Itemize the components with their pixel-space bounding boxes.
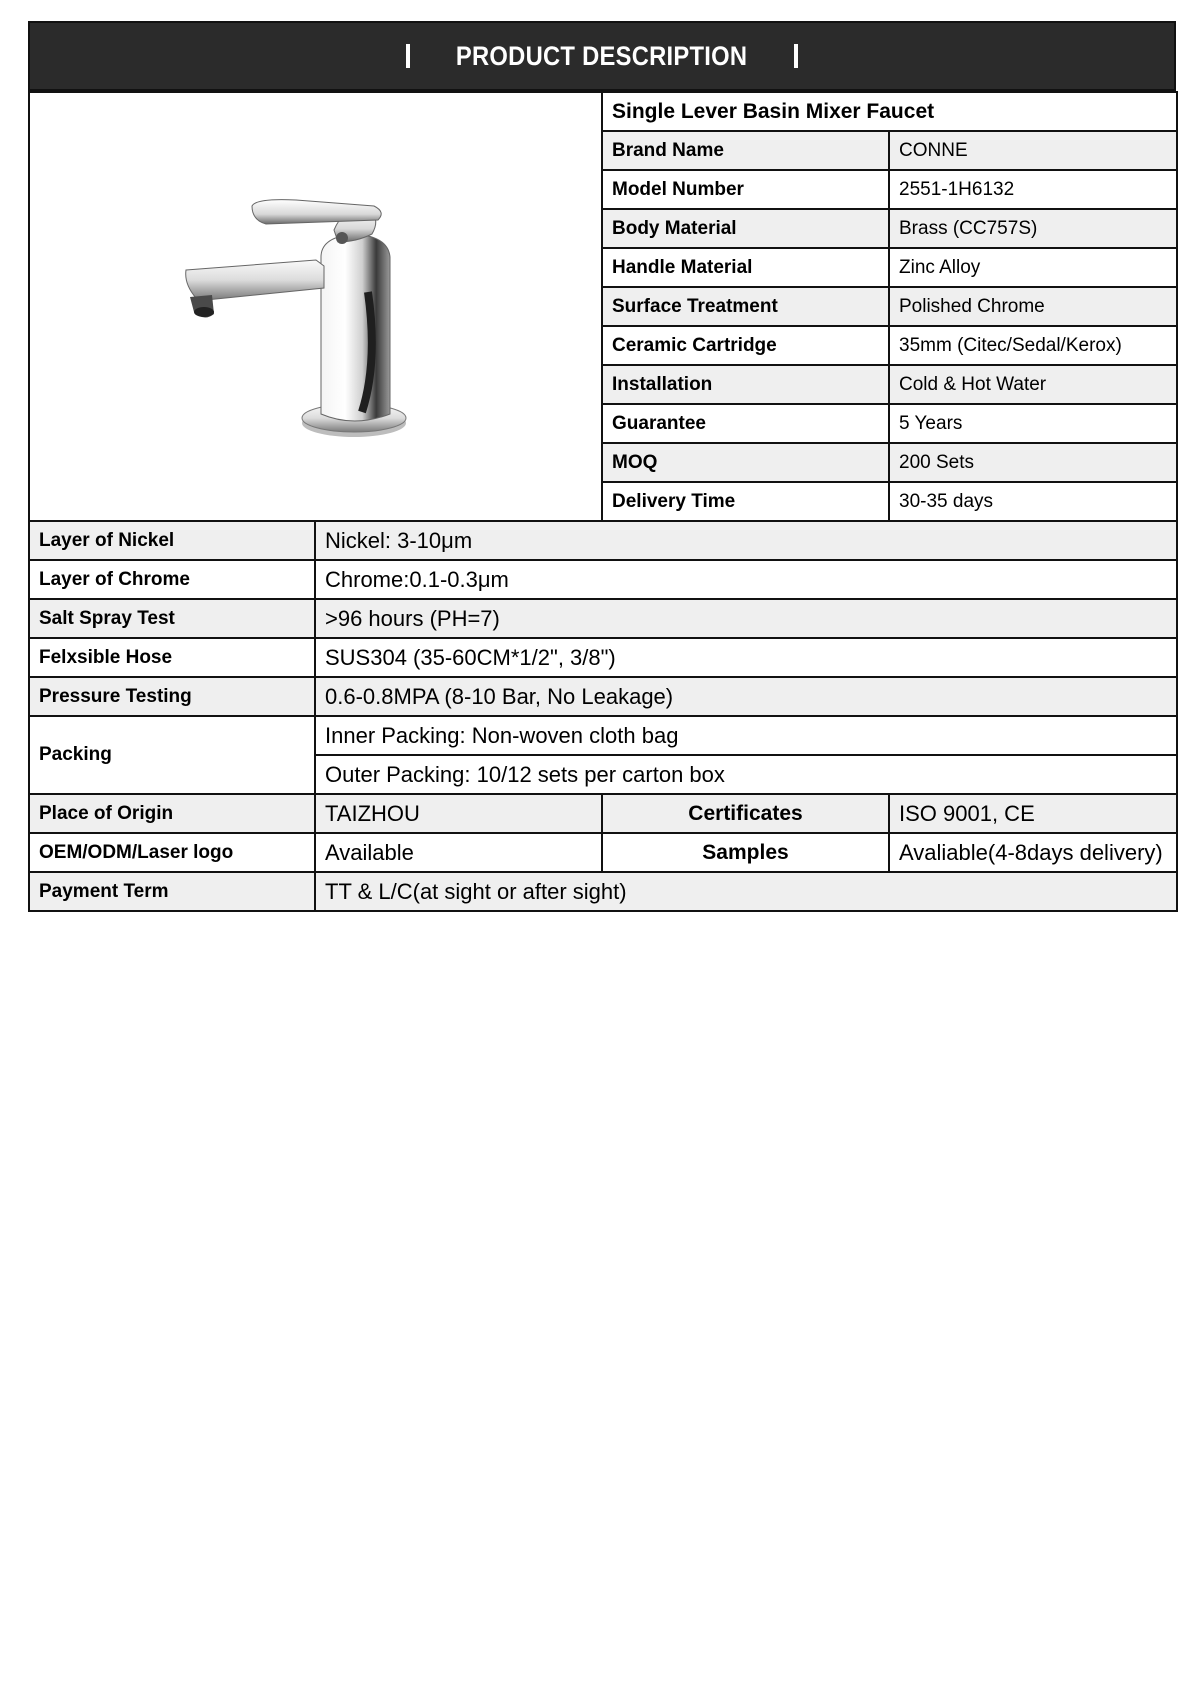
table-row [29, 560, 1177, 599]
product-image-cell [29, 92, 602, 521]
table-row [29, 677, 1177, 716]
spec-label: Delivery Time [602, 482, 889, 521]
product-sheet [28, 21, 1176, 912]
detail-label: Packing [29, 716, 315, 794]
spec-label: Guarantee [602, 404, 889, 443]
spec-label: Surface Treatment [602, 287, 889, 326]
spec-value: 35mm (Citec/Sedal/Kerox) [889, 326, 1177, 365]
spec-value: 5 Years [889, 404, 1177, 443]
table-row [29, 716, 1177, 755]
header-banner [28, 21, 1176, 91]
header-bar-left [406, 44, 410, 68]
detail-value: >96 hours (PH=7) [315, 599, 1177, 638]
table-row [29, 872, 1177, 911]
detail-label: Pressure Testing [29, 677, 315, 716]
spec-value: 200 Sets [889, 443, 1177, 482]
spec-label: Brand Name [602, 131, 889, 170]
header-bar-right [794, 44, 798, 68]
spec-value: Zinc Alloy [889, 248, 1177, 287]
detail-value: Chrome:0.1-0.3μm [315, 560, 1177, 599]
detail-value: SUS304 (35-60CM*1/2", 3/8") [315, 638, 1177, 677]
spec-table [28, 91, 1178, 912]
detail-value: TAIZHOU [315, 794, 602, 833]
detail-value: ISO 9001, CE [889, 794, 1177, 833]
spec-label: Handle Material [602, 248, 889, 287]
table-row [29, 794, 1177, 833]
detail-value: TT & L/C(at sight or after sight) [315, 872, 1177, 911]
spec-value: Brass (CC757S) [889, 209, 1177, 248]
spec-value: 30-35 days [889, 482, 1177, 521]
spec-label: MOQ [602, 443, 889, 482]
spec-value: CONNE [889, 131, 1177, 170]
detail-value: Avaliable(4-8days delivery) [889, 833, 1177, 872]
product-name: Single Lever Basin Mixer Faucet [602, 92, 1177, 131]
detail-value: Nickel: 3-10μm [315, 521, 1177, 560]
spec-value: Polished Chrome [889, 287, 1177, 326]
table-row [29, 92, 1177, 131]
table-row [29, 833, 1177, 872]
detail-label: Felxsible Hose [29, 638, 315, 677]
spec-label: Installation [602, 365, 889, 404]
spec-label: Ceramic Cartridge [602, 326, 889, 365]
table-row [29, 638, 1177, 677]
detail-value: Outer Packing: 10/12 sets per carton box [315, 755, 1177, 794]
spec-label: Model Number [602, 170, 889, 209]
detail-label: Layer of Chrome [29, 560, 315, 599]
detail-label: Salt Spray Test [29, 599, 315, 638]
detail-value: Inner Packing: Non-woven cloth bag [315, 716, 1177, 755]
spec-value: 2551-1H6132 [889, 170, 1177, 209]
detail-label: Layer of Nickel [29, 521, 315, 560]
faucet-image [166, 162, 466, 452]
detail-label: Payment Term [29, 872, 315, 911]
detail-value: Available [315, 833, 602, 872]
detail-label: Certificates [602, 794, 889, 833]
table-row [29, 599, 1177, 638]
detail-label: Samples [602, 833, 889, 872]
header-title: PRODUCT DESCRIPTION [456, 40, 748, 71]
detail-value: 0.6-0.8MPA (8-10 Bar, No Leakage) [315, 677, 1177, 716]
detail-label: Place of Origin [29, 794, 315, 833]
spec-label: Body Material [602, 209, 889, 248]
table-row [29, 521, 1177, 560]
detail-label: OEM/ODM/Laser logo [29, 833, 315, 872]
spec-value: Cold & Hot Water [889, 365, 1177, 404]
